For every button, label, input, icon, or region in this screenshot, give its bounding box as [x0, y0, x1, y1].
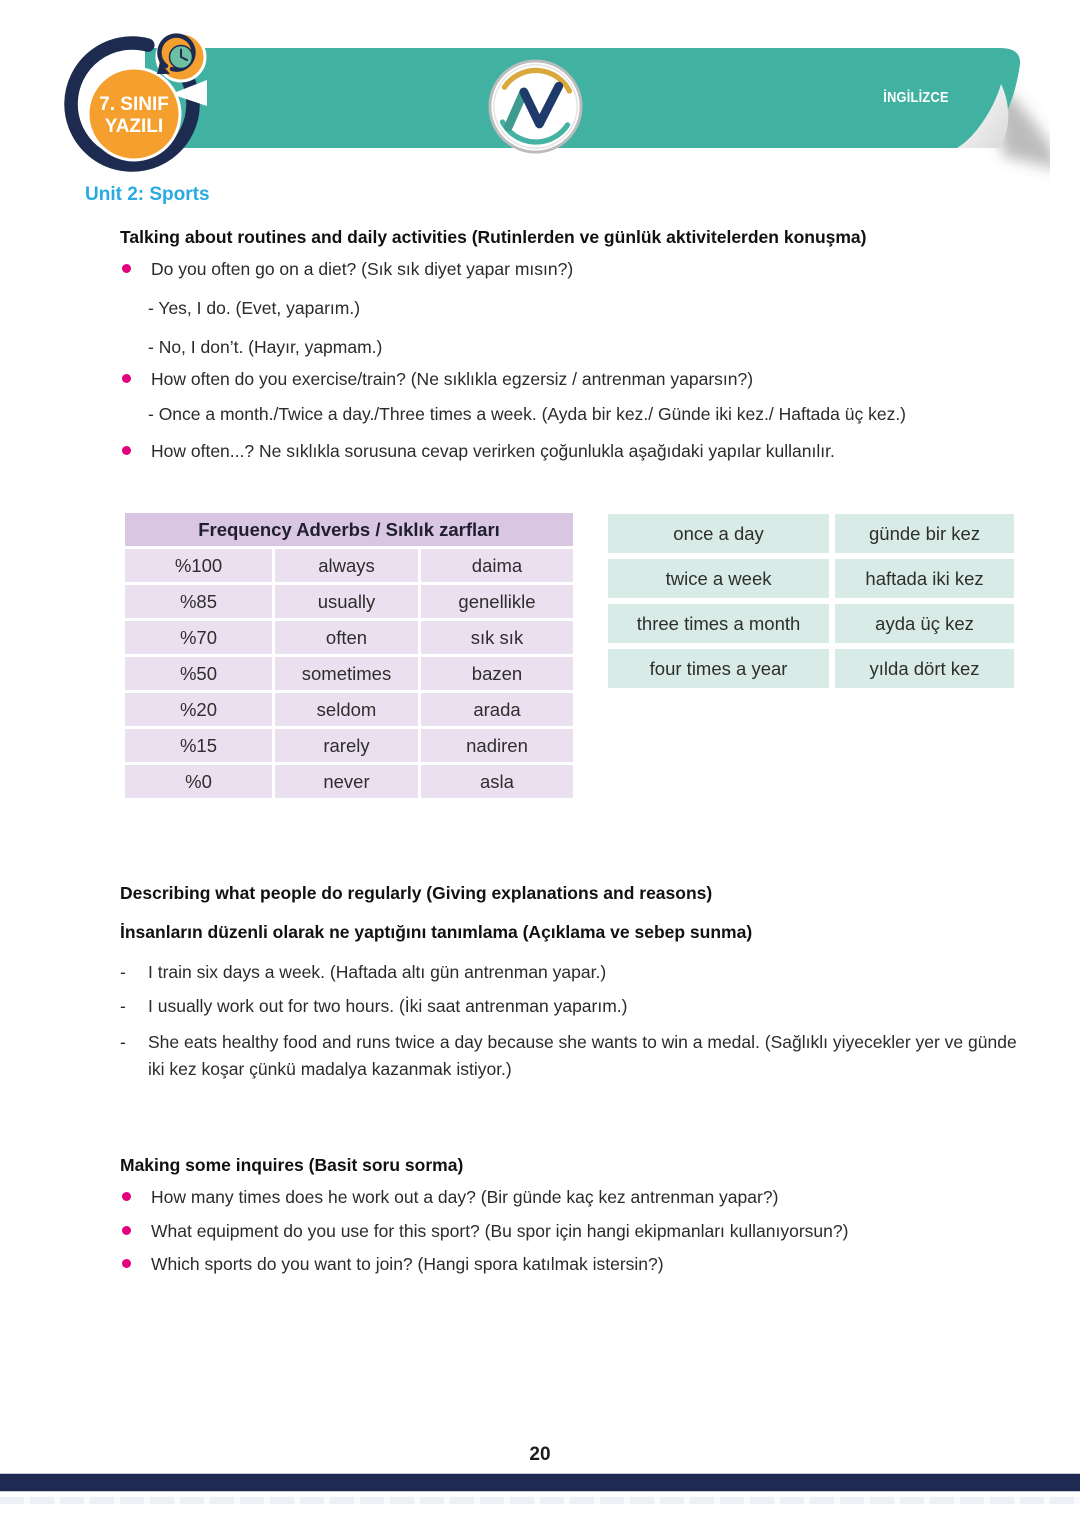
table-cell: four times a year: [608, 649, 829, 688]
bullet-icon: [122, 446, 131, 455]
badge-exam-text: YAZILI: [104, 116, 164, 137]
table-cell: never: [275, 765, 418, 798]
table-row: [125, 765, 573, 798]
table-row: [608, 604, 1014, 643]
table-cell: %100: [125, 549, 272, 582]
list-item: [120, 368, 753, 390]
brand-logo-icon: [487, 58, 584, 155]
table-cell: usually: [275, 585, 418, 618]
dash-marker: -: [120, 962, 126, 982]
describing-heading-tr: İnsanların düzenli olarak ne yaptığını tanımlama (Açıklama ve sebep sunma): [120, 922, 753, 942]
badge-grade-text: 7. SINIF: [99, 94, 169, 115]
table-cell: daima: [421, 549, 573, 582]
unit-title: Unit 2: Sports: [85, 184, 210, 205]
list-item: [120, 440, 835, 462]
list-item-text: How often do you exercise/train? (Ne sıklıkla egzersiz / antrenman yaparsın?): [151, 369, 754, 389]
table-cell: haftada iki kez: [835, 559, 1014, 598]
list-item-text: Which sports do you want to join? (Hangi spora katılmak istersin?): [151, 1254, 664, 1274]
table-row: [608, 649, 1014, 688]
bullet-icon: [122, 1259, 131, 1268]
table-row: [125, 693, 573, 726]
list-item: [120, 1186, 778, 1208]
footer-strip: [0, 1497, 1080, 1504]
list-item-text: I train six days a week. (Haftada altı gün antrenman yapar.): [148, 962, 607, 982]
table-cell: genellikle: [421, 585, 573, 618]
list-item: [120, 961, 606, 983]
page-number: 20: [529, 1444, 551, 1465]
subject-label: İNGİLİZCE: [883, 90, 949, 106]
table-header-row: [125, 513, 573, 546]
table-row: [125, 729, 573, 762]
grade-badge: [50, 22, 220, 190]
inquiries-heading: Making some inquires (Basit soru sorma): [120, 1155, 464, 1175]
table-cell: three times a month: [608, 604, 829, 643]
list-item-text: Do you often go on a diet? (Sık sık diyet yapar mısın?): [151, 259, 574, 279]
list-item: [120, 1253, 664, 1275]
table-cell: ayda üç kez: [835, 604, 1014, 643]
dash-marker: -: [120, 996, 126, 1016]
table-cell: %0: [125, 765, 272, 798]
list-item: [120, 1220, 848, 1242]
footer-bar: [0, 1473, 1080, 1492]
answer-line: - Yes, I do. (Evet, yaparım.): [148, 298, 361, 318]
frequency-adverbs-table: [122, 510, 576, 801]
table-cell: seldom: [275, 693, 418, 726]
table-cell: rarely: [275, 729, 418, 762]
bullet-icon: [122, 1192, 131, 1201]
table-row: [608, 514, 1014, 553]
describing-heading-en: Describing what people do regularly (Giving explanations and reasons): [120, 883, 713, 903]
table-row: [125, 657, 573, 690]
list-item-text: How many times does he work out a day? (Bir günde kaç kez antrenman yapar?): [151, 1187, 779, 1207]
table-cell: bazen: [421, 657, 573, 690]
table-cell: günde bir kez: [835, 514, 1014, 553]
table-row: [608, 559, 1014, 598]
bullet-icon: [122, 374, 131, 383]
table-row: [125, 621, 573, 654]
header-banner: [145, 48, 1050, 198]
bullet-icon: [122, 1226, 131, 1235]
table-cell: yılda dört kez: [835, 649, 1014, 688]
table-cell: asla: [421, 765, 573, 798]
table-cell: %15: [125, 729, 272, 762]
list-item-text: She eats healthy food and runs twice a day because she wants to win a medal. (Sağlıklı yiyecekler yer ve günde iki kez koşar çünkü madalya kazanmak istiyor.): [148, 1032, 1017, 1079]
answer-line: - No, I don’t. (Hayır, yapmam.): [148, 337, 383, 357]
list-item: [120, 258, 573, 280]
table-cell: %70: [125, 621, 272, 654]
answer-line: - Once a month./Twice a day./Three times a week. (Ayda bir kez./ Günde iki kez./ Haftada üç kez.): [148, 404, 907, 424]
table-cell: arada: [421, 693, 573, 726]
table-cell: nadiren: [421, 729, 573, 762]
routines-heading: Talking about routines and daily activities (Rutinlerden ve günlük aktivitelerden konuşma): [120, 227, 867, 247]
table-cell: sık sık: [421, 621, 573, 654]
frequency-table-title: Frequency Adverbs / Sıklık zarfları: [125, 513, 573, 546]
list-item: [120, 995, 628, 1017]
list-item-text: What equipment do you use for this sport? (Bu spor için hangi ekipmanları kullanıyorsun?): [151, 1221, 849, 1241]
table-cell: often: [275, 621, 418, 654]
table-cell: once a day: [608, 514, 829, 553]
list-item-text: How often...? Ne sıklıkla sorusuna cevap verirken çoğunlukla aşağıdaki yapılar kullanılır.: [151, 441, 835, 461]
table-row: [125, 585, 573, 618]
table-cell: %85: [125, 585, 272, 618]
list-item-text: I usually work out for two hours. (İki saat antrenman yaparım.): [148, 996, 628, 1016]
bullet-icon: [122, 264, 131, 273]
table-cell: always: [275, 549, 418, 582]
dash-marker: -: [120, 1032, 126, 1052]
table-cell: sometimes: [275, 657, 418, 690]
list-item: [120, 1029, 1018, 1083]
table-cell: twice a week: [608, 559, 829, 598]
table-row: [125, 549, 573, 582]
time-expressions-table: [602, 508, 1020, 694]
table-cell: %50: [125, 657, 272, 690]
table-cell: %20: [125, 693, 272, 726]
